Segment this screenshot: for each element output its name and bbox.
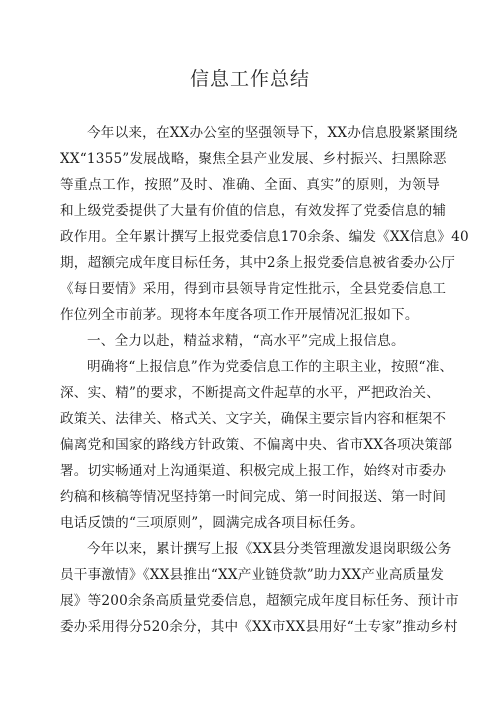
- paragraph-line: 今年以来，累计撰写上报《XX县分类管理激发退岗职级公务: [87, 541, 452, 557]
- paragraph-line: 期，超额完成年度目标任务，其中2条上报党委信息被省委办公厅: [60, 255, 456, 271]
- paragraph-line: 署。切实畅通对上沟通渠道、积极完成上报工作，始终对市委办: [60, 463, 447, 479]
- paragraph-line: 政作用。全年累计撰写上报党委信息170余条、编发《XX信息》40: [60, 229, 469, 245]
- paragraph-line: 员干事激情》《XX县推出“XX产业链贷款”助力XX产业高质量发: [60, 567, 445, 583]
- paragraph-line: 作位列全市前茅。现将本年度各项工作开展情况汇报如下。: [60, 307, 419, 323]
- paragraph-line: 《每日要情》采用，得到市县领导肯定性批示，全县党委信息工: [60, 281, 447, 297]
- section-heading: 一、全力以赴，精益求精，“高水平”完成上报信息。: [87, 333, 405, 349]
- paragraph-line: 今年以来，在XX办公室的坚强领导下，XX办信息股紧紧围绕: [87, 125, 458, 141]
- paragraph-line: 委办采用得分520余分，其中《XX市XX县用好“土专家”推动乡村: [60, 619, 458, 635]
- paragraph-line: XX“1355”发展战略，聚焦全县产业发展、乡村振兴、扫黑除恶: [60, 151, 447, 167]
- paragraph-line: 约稿和核稿等情况坚持第一时间完成、第一时间报送、第一时间: [60, 489, 447, 505]
- paragraph-line: 和上级党委提供了大量有价值的信息，有效发挥了党委信息的辅: [60, 203, 447, 219]
- paragraph-line: 政策关、法律关、格式关、文字关，确保主要宗旨内容和框架不: [60, 411, 447, 427]
- paragraph-line: 明确将“上报信息”作为党委信息工作的主职主业，按照“准、: [87, 359, 454, 375]
- paragraph-line: 等重点工作，按照”及时、准确、全面、真实”的原则，为领导: [60, 177, 440, 193]
- paragraph-line: 偏离党和国家的路线方针政策、不偏离中央、省市XX各项决策部: [60, 437, 453, 453]
- document-title: 信息工作总结: [189, 68, 310, 90]
- paragraph-line: 电话反馈的“三项原则”，圆满完成各项目标任务。: [60, 515, 364, 531]
- paragraph-line: 展》等200余条高质量党委信息，超额完成年度目标任务、预计市: [60, 593, 459, 609]
- paragraph-line: 深、实、精”的要求，不断提高文件起草的水平，严把政治关、: [60, 385, 440, 401]
